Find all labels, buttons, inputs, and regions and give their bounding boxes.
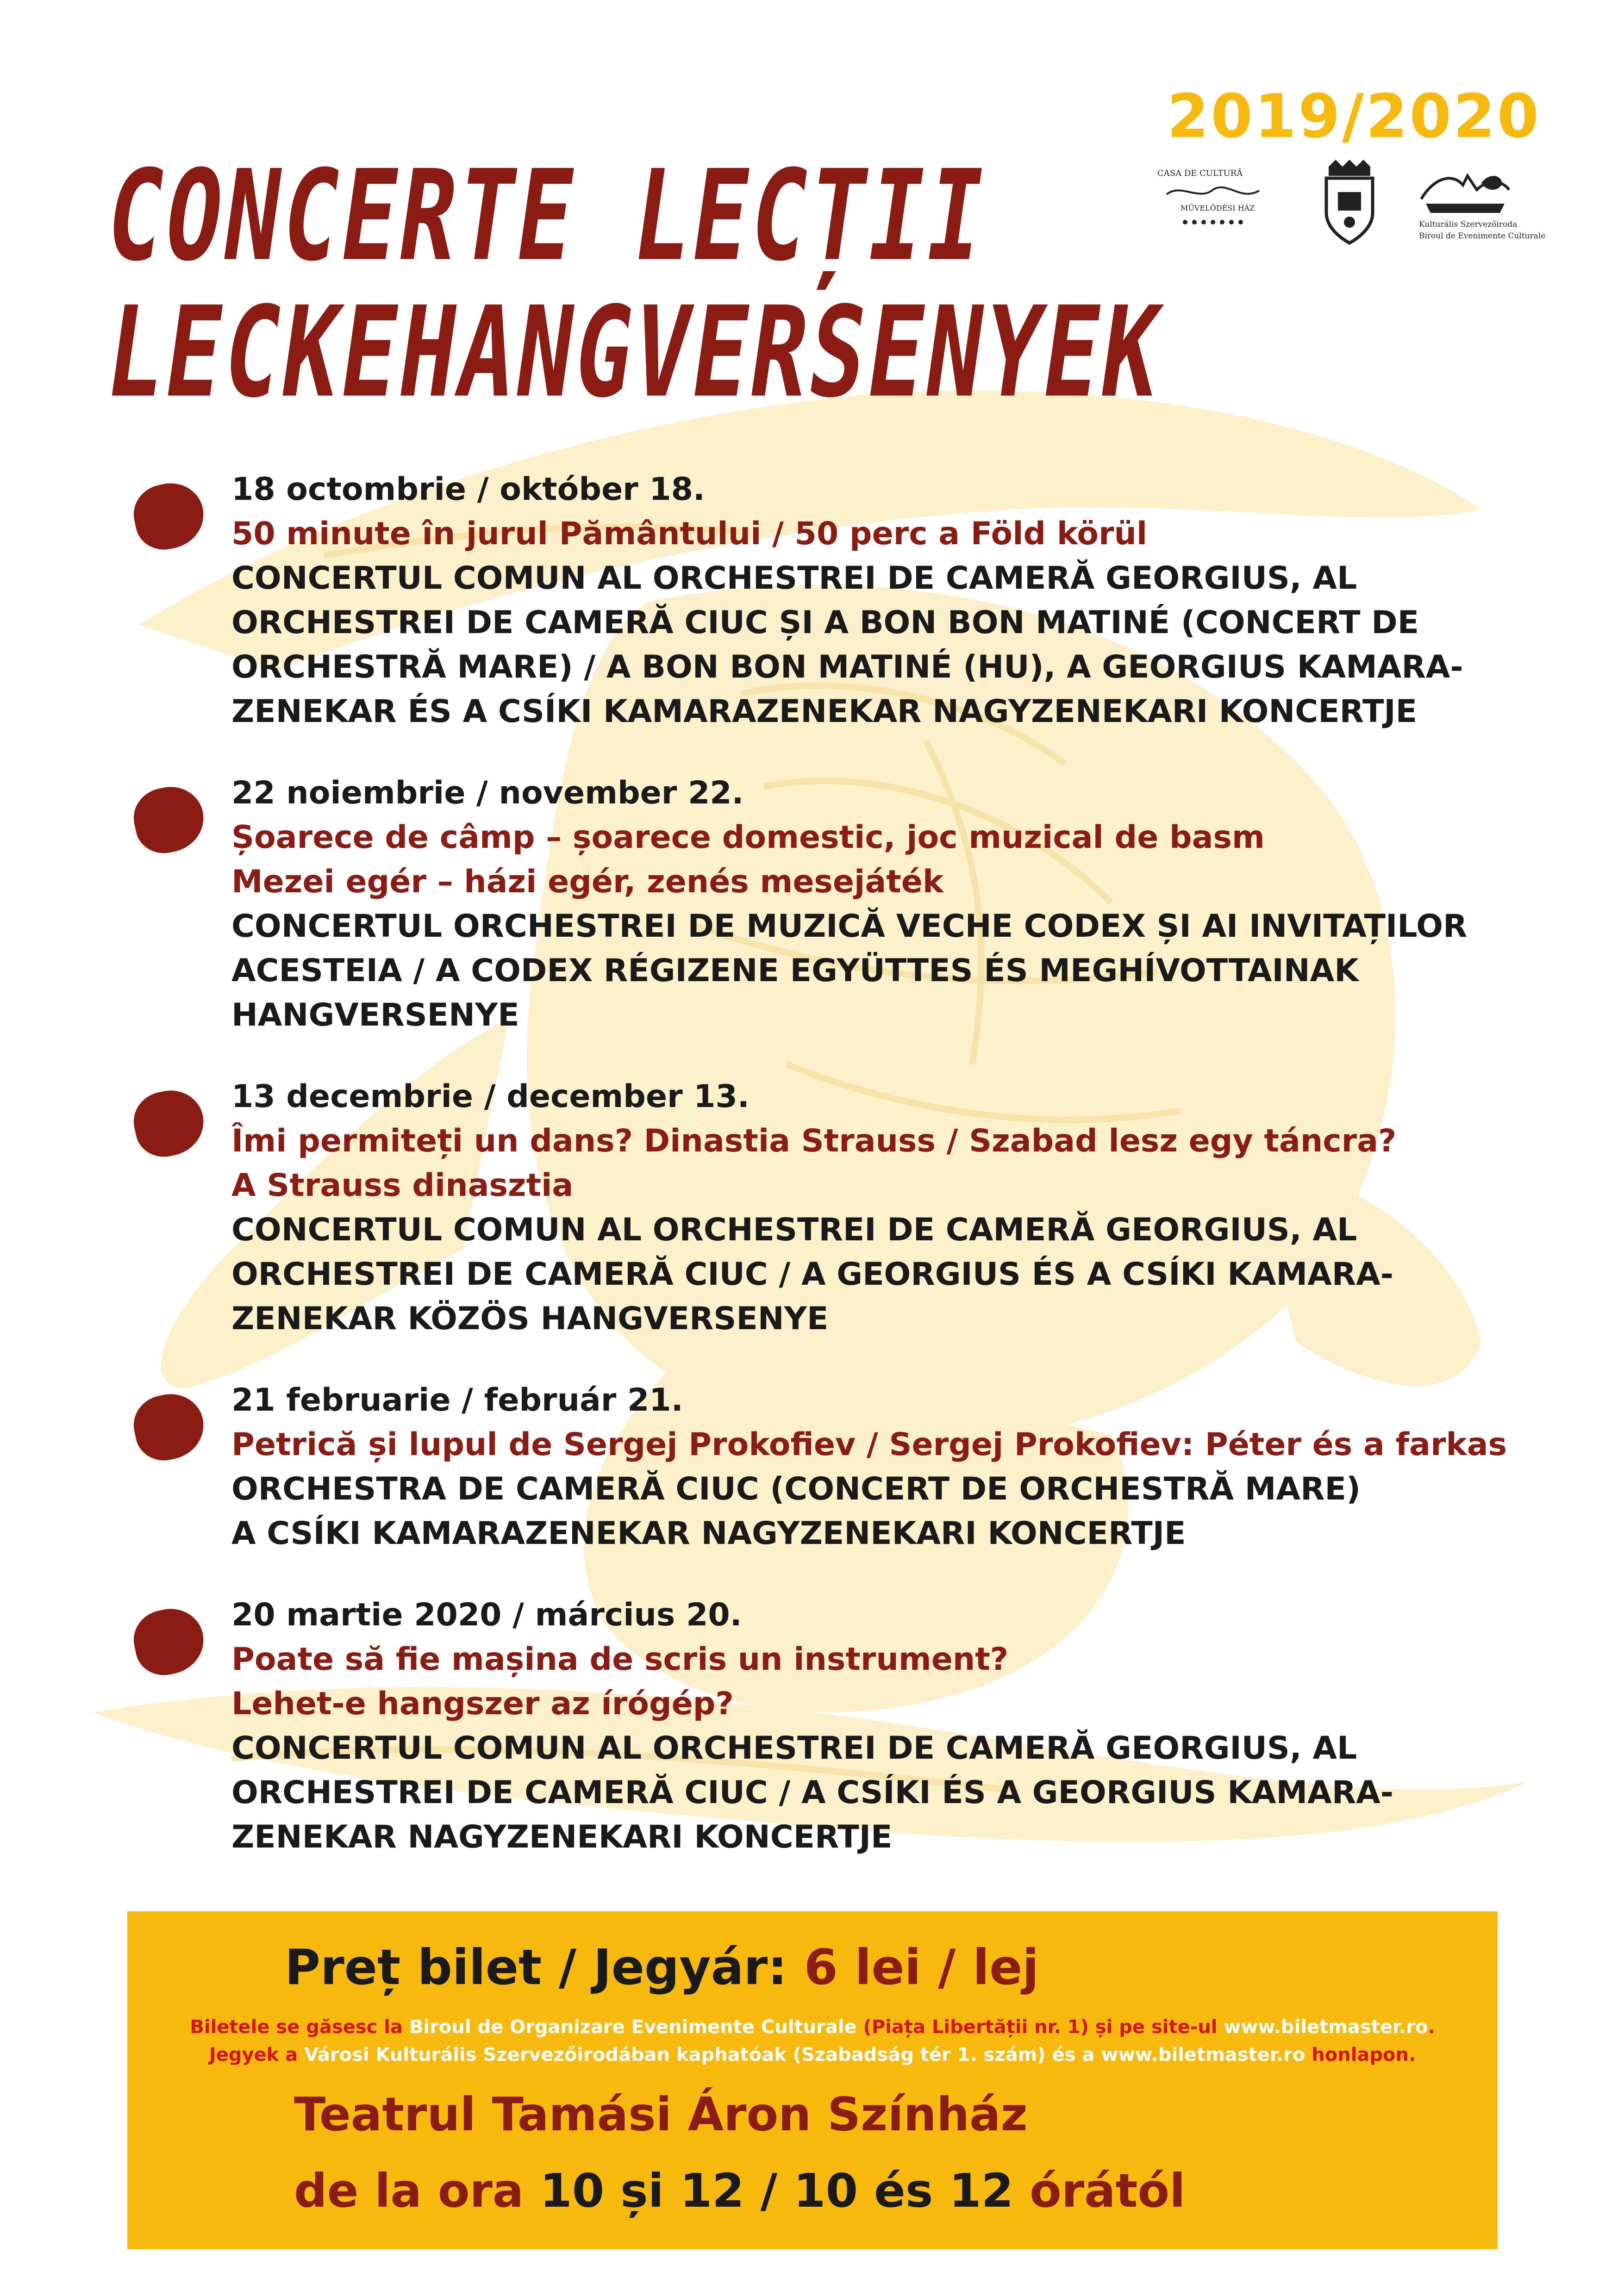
- concert-description: ORCHESTREI DE CAMERĂ CIUC / A GEORGIUS ÉS A CSÍKI KAMARA-: [231, 1256, 1394, 1293]
- concert-description: CONCERTUL ORCHESTREI DE MUZICĂ VECHE CODEX ȘI AI INVITAȚILOR: [231, 908, 1468, 945]
- casa-de-cultura-logo: [1148, 157, 1287, 250]
- concert-description: CONCERTUL COMUN AL ORCHESTREI DE CAMERĂ GEORGIUS, AL: [231, 1212, 1357, 1248]
- bullet-dot-icon: [128, 1388, 210, 1466]
- concert-item: [134, 771, 1523, 1038]
- svg-text:CASA DE CULTURĂ: CASA DE CULTURĂ: [1157, 168, 1243, 178]
- concert-description: A CSÍKI KAMARAZENEKAR NAGYZENEKARI KONCERTJE: [231, 1515, 1186, 1552]
- concert-description: CONCERTUL COMUN AL ORCHESTREI DE CAMERĂ GEORGIUS, AL: [231, 560, 1357, 597]
- ticket-sales-info-hu: Jegyek a Városi Kulturális Szervezőirodában kaphatóak (Szabadság tér 1. szám) és a www.biletmaster.ro honlapon.: [209, 2044, 1416, 2066]
- concert-title: A Strauss dinasztia: [231, 1167, 574, 1204]
- concert-title: Poate să fie mașina de scris un instrument?: [231, 1641, 1009, 1678]
- concert-title: Petrică și lupul de Sergej Prokofiev / Sergej Prokofiev: Péter és a farkas: [231, 1426, 1507, 1463]
- ticket-sales-info-ro: Biletele se găsesc la Biroul de Organizare Evenimente Culturale (Piața Libertății nr. 1) și pe site-ul www.biletmaster.ro.: [190, 2016, 1435, 2038]
- concert-title: Mezei egér – házi egér, zenés mesejáték: [231, 864, 944, 900]
- concert-item: [134, 1075, 1523, 1341]
- city-coat-of-arms-icon: [1317, 157, 1382, 250]
- concert-list: [134, 467, 1523, 1897]
- sponsor-logos: [1148, 157, 1555, 250]
- bullet-dot-icon: [128, 1084, 210, 1162]
- concert-description: ORCHESTRA DE CAMERĂ CIUC (CONCERT DE ORCHESTRĂ MARE): [231, 1471, 1361, 1507]
- biroul-evenimente-logo: [1412, 157, 1551, 250]
- bullet-dot-icon: [128, 477, 210, 555]
- concert-item: [134, 1378, 1523, 1556]
- svg-text:Kulturális Szervezőiroda: Kulturális Szervezőiroda: [1419, 220, 1518, 229]
- concert-description: CONCERTUL COMUN AL ORCHESTREI DE CAMERĂ GEORGIUS, AL: [231, 1730, 1357, 1767]
- bullet-dot-icon: [128, 781, 210, 859]
- ticket-info-box: [127, 1911, 1498, 2249]
- ticket-price-amount: 6: [804, 1939, 838, 1996]
- concert-description: ZENEKAR KÖZÖS HANGVERSENYE: [231, 1300, 829, 1337]
- concert-title: 50 minute în jurul Pământului / 50 perc a Föld körül: [231, 516, 1148, 552]
- biletmaster-link[interactable]: www.biletmaster.ro: [1101, 2044, 1305, 2066]
- concert-description: ORCHESTRĂ MARE) / A BON BON MATINÉ (HU), A GEORGIUS KAMARA-: [231, 649, 1463, 685]
- concert-title: Îmi permiteți un dans? Dinastia Strauss / Szabad lesz egy táncra?: [231, 1123, 1397, 1159]
- svg-text:Biroul de Evenimente Culturale: Biroul de Evenimente Culturale: [1419, 231, 1546, 241]
- concert-date: 20 martie 2020 / március 20.: [231, 1597, 742, 1633]
- ticket-sales-info: [178, 2013, 1447, 2069]
- biletmaster-link[interactable]: www.biletmaster.ro: [1224, 2016, 1428, 2038]
- title-romanian: CONCERTE LECȚII: [97, 143, 996, 289]
- concert-description: HANGVERSENYE: [231, 997, 519, 1033]
- concert-description: ORCHESTREI DE CAMERĂ CIUC / A CSÍKI ÉS A GEORGIUS KAMARA-: [231, 1774, 1394, 1811]
- venue-name: Teatrul Tamási Áron Színház: [294, 2087, 1028, 2141]
- bullet-dot-icon: [128, 1603, 210, 1680]
- svg-text:MŰVELŐDÉSI HÁZ: MŰVELŐDÉSI HÁZ: [1181, 204, 1255, 212]
- concert-date: 21 februarie / február 21.: [231, 1382, 683, 1419]
- ticket-price-currency: lei / lej: [855, 1939, 1039, 1996]
- ticket-price: [285, 1939, 1039, 1996]
- title-hungarian: LECKEHANGVERSENYEK: [97, 280, 1172, 426]
- concert-description: ZENEKAR ÉS A CSÍKI KAMARAZENEKAR NAGYZENEKARI KONCERTJE: [231, 693, 1418, 730]
- concert-date: 22 noiembrie / november 22.: [231, 775, 744, 811]
- concert-description: ORCHESTREI DE CAMERĂ CIUC ȘI A BON BON MATINÉ (CONCERT DE: [231, 604, 1419, 641]
- concert-date: 13 decembrie / december 13.: [231, 1078, 750, 1115]
- concert-times: de la ora 10 și 12 / 10 és 12 órától: [294, 2164, 1186, 2218]
- concert-item: [134, 467, 1523, 734]
- ticket-price-label: Preț bilet / Jegyár:: [285, 1939, 787, 1996]
- concert-title: Lehet-e hangszer az írógép?: [231, 1686, 734, 1722]
- concert-date: 18 octombrie / október 18.: [231, 471, 705, 508]
- concert-title: Șoarece de câmp – șoarece domestic, joc muzical de basm: [231, 819, 1265, 856]
- season-year: 2019/2020: [1167, 81, 1541, 151]
- concert-description: ZENEKAR NAGYZENEKARI KONCERTJE: [231, 1819, 893, 1855]
- concert-item: [134, 1593, 1523, 1860]
- concert-description: ACESTEIA / A CODEX RÉGIZENE EGYÜTTES ÉS MEGHÍVOTTAINAK: [231, 952, 1359, 989]
